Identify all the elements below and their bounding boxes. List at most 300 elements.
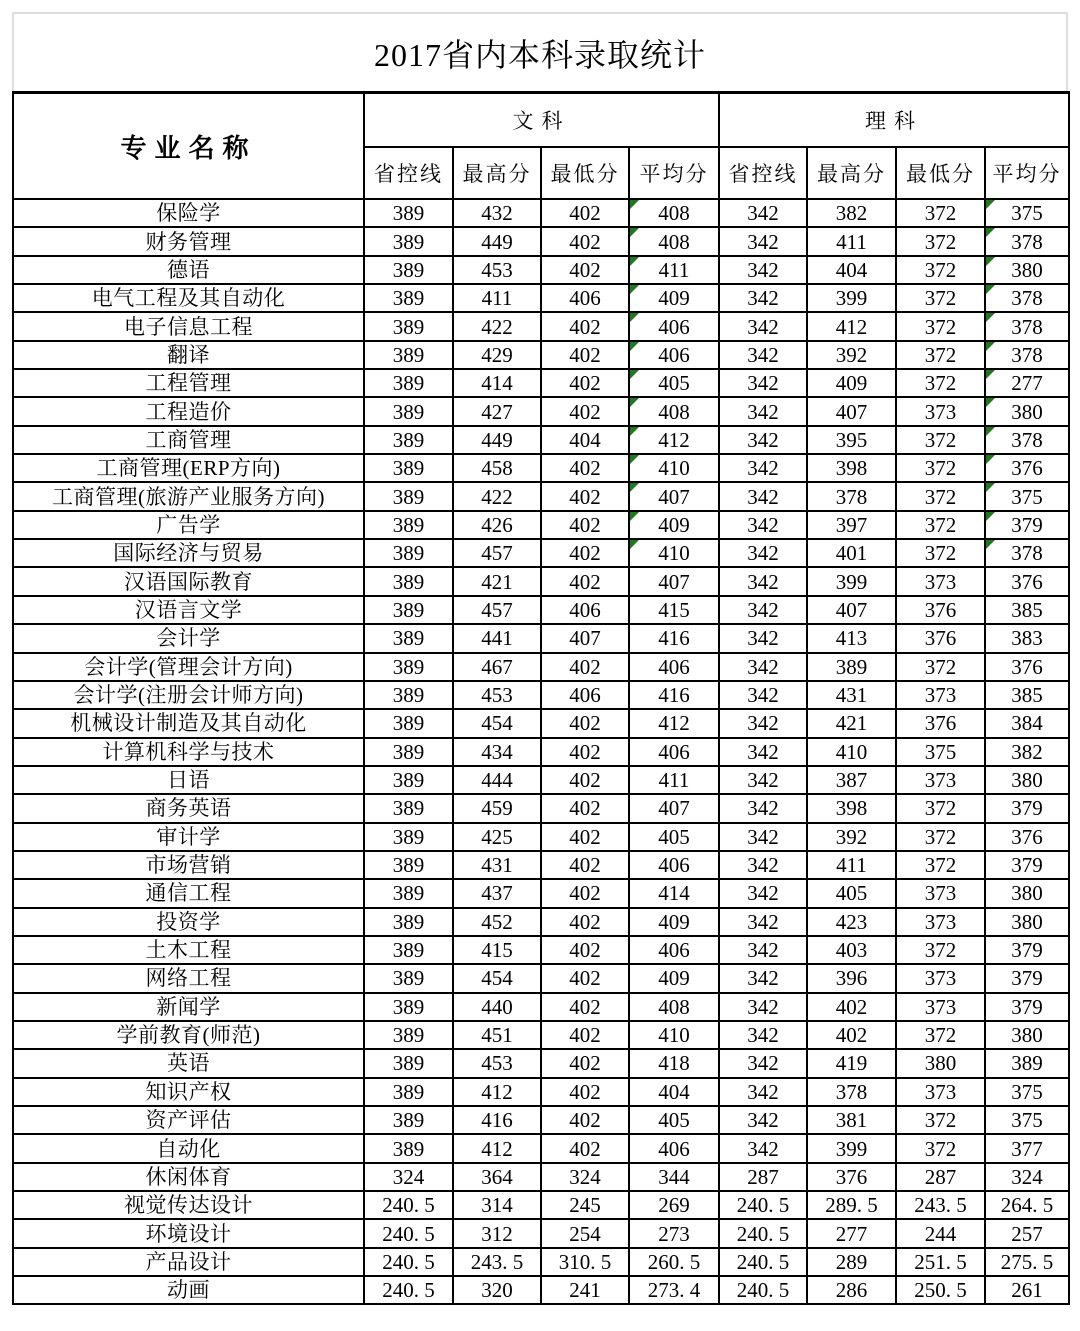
score-cell — [364, 511, 453, 539]
score-value: 376 — [924, 711, 957, 736]
score-value: 380 — [1011, 399, 1043, 424]
error-indicator-icon — [630, 257, 639, 266]
score-cell — [541, 653, 629, 681]
major-name: 视觉传达设计 — [124, 1193, 253, 1218]
score-cell — [896, 284, 985, 312]
score-value: 426 — [481, 512, 513, 537]
score-cell — [985, 454, 1069, 482]
score-value: 382 — [1011, 739, 1043, 764]
score-value: 402 — [569, 229, 601, 254]
score-cell — [541, 964, 629, 992]
score-value: 399 — [835, 569, 868, 594]
error-indicator-icon — [630, 228, 639, 237]
error-indicator-icon — [630, 200, 639, 209]
score-cell — [453, 454, 541, 482]
score-value: 411 — [481, 286, 513, 311]
score-cell — [453, 341, 541, 369]
score-value: 389 — [392, 768, 425, 793]
score-value: 412 — [835, 314, 868, 339]
score-cell — [629, 1021, 719, 1049]
score-cell — [985, 256, 1069, 284]
error-indicator-icon — [986, 427, 995, 436]
column-header-li-lowest: 最低分 — [896, 147, 985, 199]
major-name-cell — [13, 993, 364, 1021]
score-value: 409 — [658, 966, 690, 991]
score-cell — [985, 738, 1069, 766]
score-value: 389 — [392, 371, 425, 396]
score-value: 406 — [658, 1136, 690, 1161]
score-cell — [807, 1134, 896, 1162]
score-cell — [719, 936, 807, 964]
score-value: 402 — [569, 569, 601, 594]
score-value: 372 — [924, 484, 957, 509]
score-value: 240. 5 — [382, 1221, 435, 1246]
major-name: 自动化 — [156, 1136, 221, 1161]
score-value: 376 — [835, 1164, 868, 1189]
score-cell — [719, 1078, 807, 1106]
score-value: 342 — [747, 938, 779, 963]
table-row — [13, 284, 1069, 312]
table-row — [13, 596, 1069, 624]
score-value: 364 — [481, 1164, 513, 1189]
score-value: 342 — [747, 314, 779, 339]
score-value: 392 — [835, 824, 868, 849]
score-value: 243. 5 — [470, 1249, 524, 1274]
score-value: 416 — [658, 626, 690, 651]
score-cell — [364, 823, 453, 851]
score-cell — [719, 624, 807, 652]
score-value: 342 — [747, 768, 779, 793]
score-cell — [364, 993, 453, 1021]
score-cell — [896, 766, 985, 794]
score-value: 342 — [747, 569, 779, 594]
score-value: 379 — [1011, 994, 1043, 1019]
score-cell — [541, 766, 629, 794]
score-cell — [719, 397, 807, 425]
score-value: 402 — [569, 654, 601, 679]
major-name-cell — [13, 1163, 364, 1191]
score-value: 376 — [1011, 569, 1043, 594]
table-row — [13, 653, 1069, 681]
major-name: 动画 — [167, 1278, 210, 1303]
score-value: 405 — [835, 881, 868, 906]
table-row — [13, 539, 1069, 567]
major-name-cell — [13, 681, 364, 709]
score-cell — [541, 993, 629, 1021]
score-value: 372 — [924, 938, 957, 963]
score-value: 389 — [835, 654, 868, 679]
score-value: 395 — [835, 427, 868, 452]
major-name: 汉语言文学 — [134, 597, 243, 622]
score-cell — [453, 227, 541, 255]
score-cell — [453, 851, 541, 879]
score-value: 409 — [658, 512, 690, 537]
score-cell — [453, 993, 541, 1021]
column-header-wen-lowest: 最低分 — [541, 147, 629, 199]
major-name-cell — [13, 936, 364, 964]
score-value: 397 — [835, 512, 868, 537]
score-value: 414 — [658, 881, 690, 906]
score-value: 422 — [481, 314, 513, 339]
header-group-row — [13, 93, 1069, 148]
table-row — [13, 256, 1069, 284]
score-value: 389 — [392, 626, 425, 651]
score-cell — [719, 879, 807, 907]
score-value: 431 — [835, 683, 868, 708]
table-row — [13, 823, 1069, 851]
major-name-cell — [13, 1021, 364, 1049]
score-value: 379 — [1011, 938, 1043, 963]
score-value: 452 — [481, 909, 513, 934]
score-value: 257 — [1011, 1221, 1043, 1246]
score-value: 431 — [481, 853, 513, 878]
score-cell — [985, 341, 1069, 369]
score-value: 380 — [1011, 909, 1043, 934]
major-name: 电气工程及其自动化 — [91, 286, 286, 311]
score-cell — [453, 1049, 541, 1077]
score-value: 342 — [747, 1051, 779, 1076]
score-cell — [364, 709, 453, 737]
major-name: 投资学 — [156, 909, 221, 934]
score-value: 378 — [1011, 541, 1043, 566]
score-value: 389 — [392, 541, 425, 566]
score-value: 413 — [835, 626, 868, 651]
score-value: 410 — [658, 1023, 690, 1048]
score-cell — [541, 199, 629, 227]
score-value: 412 — [481, 1079, 513, 1104]
score-value: 411 — [658, 768, 690, 793]
table-row — [13, 738, 1069, 766]
score-cell — [985, 539, 1069, 567]
score-cell — [807, 284, 896, 312]
score-cell — [985, 1163, 1069, 1191]
score-value: 402 — [569, 512, 601, 537]
score-cell — [985, 936, 1069, 964]
score-cell — [719, 738, 807, 766]
major-name: 德语 — [167, 257, 210, 282]
score-cell — [985, 993, 1069, 1021]
major-name-cell — [13, 1106, 364, 1134]
score-cell — [985, 709, 1069, 737]
score-value: 377 — [1011, 1136, 1043, 1161]
table-row — [13, 851, 1069, 879]
score-cell — [364, 596, 453, 624]
score-value: 245 — [569, 1193, 601, 1218]
score-cell — [807, 794, 896, 822]
table-row — [13, 511, 1069, 539]
score-cell — [453, 1191, 541, 1219]
score-cell — [364, 1134, 453, 1162]
score-cell — [453, 823, 541, 851]
score-cell — [453, 511, 541, 539]
score-value: 380 — [924, 1051, 957, 1076]
score-cell — [896, 1078, 985, 1106]
score-cell — [541, 681, 629, 709]
score-cell — [629, 369, 719, 397]
score-value: 419 — [835, 1051, 868, 1076]
score-cell — [896, 227, 985, 255]
table-row — [13, 1078, 1069, 1106]
table-row — [13, 312, 1069, 340]
score-value: 378 — [1011, 427, 1043, 452]
score-value: 324 — [392, 1164, 425, 1189]
score-value: 342 — [747, 427, 779, 452]
major-name: 汉语国际教育 — [124, 569, 253, 594]
major-name: 休闲体育 — [145, 1164, 232, 1189]
major-name-cell — [13, 709, 364, 737]
score-value: 408 — [658, 201, 690, 226]
column-header-li-highest: 最高分 — [807, 147, 896, 199]
major-name: 工程管理 — [145, 371, 232, 396]
score-cell — [896, 454, 985, 482]
score-cell — [896, 653, 985, 681]
major-name: 工商管理 — [145, 427, 232, 452]
score-cell — [364, 1163, 453, 1191]
score-value: 287 — [747, 1164, 779, 1189]
score-value: 403 — [835, 938, 868, 963]
score-value: 320 — [481, 1278, 513, 1303]
score-value: 458 — [481, 456, 513, 481]
score-cell — [364, 936, 453, 964]
column-header-li-control-line: 省控线 — [719, 147, 807, 199]
score-value: 414 — [481, 371, 513, 396]
score-cell — [896, 823, 985, 851]
score-value: 412 — [658, 427, 690, 452]
score-value: 383 — [1011, 626, 1043, 651]
score-cell — [719, 1191, 807, 1219]
score-value: 372 — [924, 456, 957, 481]
score-value: 432 — [481, 201, 513, 226]
table-row — [13, 567, 1069, 595]
score-value: 372 — [924, 1023, 957, 1048]
score-value: 459 — [481, 796, 513, 821]
score-cell — [985, 1049, 1069, 1077]
score-value: 402 — [835, 1023, 868, 1048]
score-cell — [896, 1106, 985, 1134]
major-name-cell — [13, 964, 364, 992]
score-cell — [453, 482, 541, 510]
score-value: 240. 5 — [382, 1249, 435, 1274]
score-value: 444 — [481, 768, 513, 793]
score-cell — [985, 1219, 1069, 1247]
score-cell — [541, 1219, 629, 1247]
score-cell — [364, 1191, 453, 1219]
score-cell — [629, 766, 719, 794]
score-value: 411 — [836, 853, 867, 878]
score-value: 410 — [658, 456, 690, 481]
score-cell — [807, 964, 896, 992]
major-name: 会计学 — [156, 626, 221, 651]
score-value: 387 — [835, 768, 868, 793]
table-row — [13, 993, 1069, 1021]
table-row — [13, 199, 1069, 227]
score-cell — [453, 539, 541, 567]
major-name: 国际经济与贸易 — [113, 541, 264, 566]
score-value: 342 — [747, 824, 779, 849]
score-cell — [719, 766, 807, 794]
score-value: 342 — [747, 966, 779, 991]
score-value: 406 — [658, 654, 690, 679]
score-value: 396 — [835, 966, 868, 991]
major-name: 网络工程 — [145, 966, 232, 991]
score-value: 342 — [747, 597, 779, 622]
score-value: 449 — [481, 229, 513, 254]
score-cell — [364, 1248, 453, 1276]
score-value: 380 — [1011, 1023, 1043, 1048]
score-cell — [985, 227, 1069, 255]
score-value: 372 — [924, 796, 957, 821]
score-value: 389 — [392, 796, 425, 821]
major-name: 保险学 — [156, 201, 221, 226]
score-cell — [807, 653, 896, 681]
score-value: 409 — [658, 286, 690, 311]
score-value: 389 — [392, 427, 425, 452]
score-cell — [629, 624, 719, 652]
score-value: 379 — [1011, 966, 1043, 991]
score-value: 375 — [924, 739, 957, 764]
major-name: 学前教育(师范) — [116, 1023, 261, 1048]
score-cell — [719, 1049, 807, 1077]
score-value: 289. 5 — [825, 1193, 878, 1218]
score-cell — [719, 851, 807, 879]
score-value: 402 — [569, 314, 601, 339]
score-value: 404 — [835, 257, 868, 282]
table-row — [13, 1134, 1069, 1162]
error-indicator-icon — [986, 512, 995, 521]
score-value: 389 — [392, 881, 425, 906]
score-value: 372 — [924, 824, 957, 849]
score-value: 375 — [1011, 201, 1043, 226]
score-value: 407 — [658, 796, 690, 821]
score-cell — [453, 936, 541, 964]
score-cell — [629, 1248, 719, 1276]
score-cell — [629, 936, 719, 964]
score-value: 342 — [747, 201, 779, 226]
major-name: 工商管理(ERP方向) — [96, 456, 281, 481]
score-cell — [807, 596, 896, 624]
score-cell — [719, 1163, 807, 1191]
table-row — [13, 766, 1069, 794]
score-value: 402 — [569, 1136, 601, 1161]
score-cell — [629, 681, 719, 709]
score-value: 378 — [835, 484, 868, 509]
score-cell — [896, 482, 985, 510]
score-value: 389 — [392, 286, 425, 311]
score-cell — [896, 397, 985, 425]
table-row — [13, 454, 1069, 482]
score-cell — [807, 539, 896, 567]
score-value: 389 — [392, 201, 425, 226]
score-cell — [807, 397, 896, 425]
score-cell — [807, 993, 896, 1021]
score-value: 342 — [747, 654, 779, 679]
error-indicator-icon — [630, 427, 639, 436]
score-cell — [629, 823, 719, 851]
score-cell — [719, 284, 807, 312]
error-indicator-icon — [630, 342, 639, 351]
score-value: 342 — [747, 881, 779, 906]
score-cell — [541, 511, 629, 539]
score-cell — [719, 1021, 807, 1049]
score-cell — [985, 199, 1069, 227]
score-cell — [896, 1276, 985, 1304]
major-name: 电子信息工程 — [124, 314, 253, 339]
table-row — [13, 879, 1069, 907]
score-cell — [896, 709, 985, 737]
score-cell — [364, 653, 453, 681]
score-cell — [985, 1191, 1069, 1219]
table-row — [13, 369, 1069, 397]
score-cell — [629, 567, 719, 595]
score-cell — [896, 908, 985, 936]
score-value: 402 — [569, 938, 601, 963]
score-cell — [985, 794, 1069, 822]
score-value: 392 — [835, 342, 868, 367]
score-cell — [453, 1021, 541, 1049]
score-value: 411 — [658, 257, 690, 282]
score-cell — [719, 681, 807, 709]
score-value: 379 — [1011, 512, 1043, 537]
score-cell — [453, 766, 541, 794]
score-value: 389 — [392, 1079, 425, 1104]
table-row — [13, 1219, 1069, 1247]
major-name-cell — [13, 596, 364, 624]
major-name-cell — [13, 879, 364, 907]
score-value: 384 — [1011, 711, 1043, 736]
score-value: 314 — [481, 1193, 513, 1218]
score-cell — [719, 369, 807, 397]
score-cell — [985, 397, 1069, 425]
score-cell — [629, 1191, 719, 1219]
score-value: 244 — [924, 1221, 957, 1246]
major-name-cell — [13, 1049, 364, 1077]
score-cell — [541, 539, 629, 567]
score-value: 389 — [392, 314, 425, 339]
score-cell — [541, 1276, 629, 1304]
error-indicator-icon — [630, 370, 639, 379]
table-row — [13, 908, 1069, 936]
score-cell — [629, 908, 719, 936]
score-value: 342 — [747, 229, 779, 254]
major-name: 工程造价 — [145, 399, 232, 424]
score-value: 416 — [658, 683, 690, 708]
score-cell — [807, 1106, 896, 1134]
major-name-cell — [13, 426, 364, 454]
table-row — [13, 794, 1069, 822]
score-value: 402 — [569, 1079, 601, 1104]
score-value: 407 — [835, 597, 868, 622]
score-value: 312 — [481, 1221, 513, 1246]
score-value: 378 — [835, 1079, 868, 1104]
score-cell — [541, 397, 629, 425]
major-name: 日语 — [167, 768, 210, 793]
major-name: 财务管理 — [145, 229, 232, 254]
score-value: 406 — [658, 739, 690, 764]
score-cell — [807, 511, 896, 539]
major-name-cell — [13, 454, 364, 482]
score-cell — [629, 794, 719, 822]
table-row — [13, 1276, 1069, 1304]
score-cell — [807, 709, 896, 737]
major-name: 会计学(管理会计方向) — [84, 654, 293, 679]
score-cell — [896, 624, 985, 652]
score-cell — [541, 624, 629, 652]
score-cell — [364, 256, 453, 284]
score-cell — [896, 596, 985, 624]
score-value: 254 — [569, 1221, 601, 1246]
score-cell — [453, 1248, 541, 1276]
score-cell — [719, 794, 807, 822]
